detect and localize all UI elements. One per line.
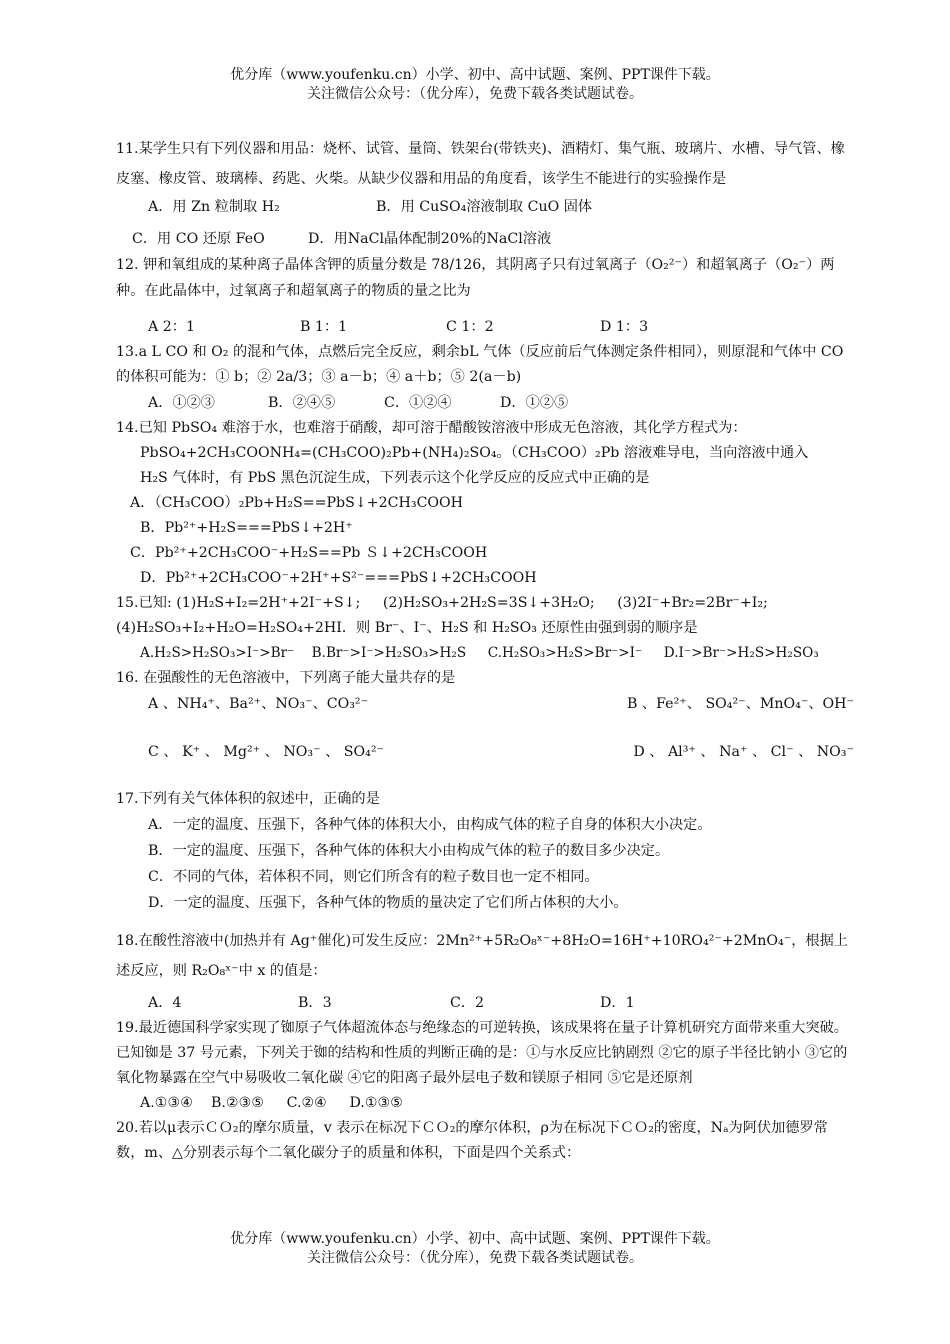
question-18-stem: 18.在酸性溶液中(加热并有 Ag⁺催化)可发生反应：2Mn²⁺+5R₂O₈ˣ⁻+8H₂O=16H⁺+10RO₄²⁻+2MnO₄⁻，根据上述反应，则 R₂O₈ˣ⁻中 x 的值是： [116, 933, 848, 979]
question-19-stem: 19.最近德国科学家实现了铷原子气体超流体态与绝缘态的可逆转换，该成果将在量子计算机研究方面带来重大突破。已知铷是 37 号元素，下列关于铷的结构和性质的判断正确的是：①与水反应比钠剧烈 ②它的原子半径比钠小 ③它的氧化物暴露在空气中易吸收二氧化碳 ④它的阳离子最外层电子数和镁原子相同 ⑤它是还原剂 [116, 1020, 848, 1086]
question-18 [116, 926, 854, 1016]
q14-option-d: D．Pb²⁺+2CH₃COO⁻+2H⁺+S²⁻===PbS↓+2CH₃COOH [140, 570, 537, 586]
q17-option-b: B．一定的温度、压强下，各种气体的体积大小由构成气体的粒子的数目多少决定。 [148, 843, 670, 859]
question-11 [116, 134, 854, 252]
q12-option-a: A 2：1 [148, 319, 195, 335]
q18-option-c: C．2 [450, 995, 485, 1011]
question-20-stem: 20.若以μ表示ＣＯ₂的摩尔质量，v 表示在标况下ＣＯ₂的摩尔体积，ρ为在标况下ＣＯ₂的密度，Nₐ为阿伏加德罗常数，m、△分别表示每个二氧化碳分子的质量和体积，下面是四个关系式： [116, 1120, 828, 1161]
question-16 [116, 666, 854, 765]
question-16-stem: 16. 在强酸性的无色溶液中，下列离子能大量共存的是 [116, 670, 456, 686]
question-17 [116, 787, 854, 916]
q17-option-c: C．不同的气体，若体积不同，则它们所含有的粒子数目也一定不相同。 [148, 869, 599, 885]
question-11-options-cd [116, 226, 854, 252]
spacer [116, 916, 854, 926]
q17-option-a: A．一定的温度、压强下，各种气体的体积大小，由构成气体的粒子自身的体积大小决定。 [148, 817, 712, 833]
question-11-options-ab [116, 194, 854, 220]
question-14-stem-3: H₂S 气体时，有 PbS 黑色沉淀生成，下列表示这个化学反应的反应式中正确的是 [140, 470, 650, 486]
question-15-stem-1: 15.已知: (1)H₂S+I₂=2H⁺+2I⁻+S↓; (2)H₂SO₃+2H₂S=3S↓+3H₂O; (3)2I⁻+Br₂=2Br⁻+I₂; [116, 595, 768, 611]
q13-option-a: A．①②③ [148, 395, 215, 411]
question-12-stem: 12. 钾和氧组成的某种离子晶体含钾的质量分数是 78/126，其阴离子只有过氧离子（O₂²⁻）和超氧离子（O₂⁻）两种。在此晶体中，过氧离子和超氧离子的物质的量之比为 [116, 257, 835, 299]
q14-option-a: A．（CH₃COO）₂Pb+H₂S==PbS↓+2CH₃COOH [130, 495, 464, 511]
q11-option-c: C．用 CO 还原 FeO [132, 231, 265, 247]
question-12-options [116, 314, 854, 340]
q16-option-a: A 、NH₄⁺、Ba²⁺、NO₃⁻、CO₃²⁻ [148, 696, 369, 712]
q14-option-b: B．Pb²⁺+H₂S===PbS↓+2H⁺ [140, 520, 353, 536]
q13-option-c: C．①②④ [384, 395, 452, 411]
question-14 [116, 416, 854, 591]
spacer [116, 304, 854, 314]
question-19 [116, 1016, 854, 1116]
question-13 [116, 340, 854, 416]
q18-option-d: D．1 [600, 995, 635, 1011]
q18-option-a: A．4 [148, 995, 182, 1011]
q13-option-d: D．①②⑤ [500, 395, 569, 411]
q13-option-b: B．②④⑤ [268, 395, 336, 411]
header-line-2: 关注微信公众号：（优分库），免费下载各类试题试卷。 [307, 86, 643, 102]
question-12 [116, 252, 854, 340]
question-16-options-ab [116, 691, 854, 717]
question-14-stem-1: 14.已知 PbSO₄ 难溶于水，也难溶于硝酸，却可溶于醋酸铵溶液中形成无色溶液，其化学方程式为： [116, 420, 747, 436]
question-11-stem: 11.某学生只有下列仪器和用品：烧杯、试管、量筒、铁架台(带铁夹)、酒精灯、集气瓶、玻璃片、水槽、导气管、橡皮塞、橡皮管、玻璃棒、药匙、火柴。从缺少仪器和用品的角度看，该学生不能进行的实验操作是 [116, 141, 845, 187]
page-footer [0, 1230, 950, 1268]
q11-option-a: A．用 Zn 粒制取 H₂ [148, 199, 280, 215]
exam-content [116, 134, 854, 1166]
q18-option-b: B．3 [298, 995, 332, 1011]
question-18-options [116, 990, 854, 1016]
spacer [116, 765, 854, 787]
question-15 [116, 591, 854, 666]
question-13-stem: 13.a L CO 和 O₂ 的混和气体，点燃后完全反应，剩余bL 气体（反应前后气体测定条件相同），则原混和气体中 CO 的体积可能为：① b；② 2a/3；③ a－b；④ a＋b；⑤ 2(a－b) [116, 344, 844, 385]
footer-line-1: 优分库（www.youfenku.cn）小学、初中、高中试题、案例、PPT课件下载。 [230, 1231, 720, 1247]
q12-option-b: B 1：1 [300, 319, 348, 335]
question-17-stem: 17.下列有关气体体积的叙述中，正确的是 [116, 791, 380, 807]
question-14-stem-2: PbSO₄+2CH₃COONH₄=(CH₃COO)₂Pb+(NH₄)₂SO₄。（CH₃COO）₂Pb 溶液难导电，当向溶液中通入 [140, 445, 809, 461]
q12-option-d: D 1：3 [600, 319, 649, 335]
page-header [0, 66, 950, 104]
q16-option-d: D 、 Al³⁺ 、 Na⁺ 、 Cl⁻ 、 NO₃⁻ [633, 744, 854, 760]
question-15-stem-2: (4)H₂SO₃+I₂+H₂O=H₂SO₄+2HI．则 Br⁻、I⁻、H₂S 和 H₂SO₃ 还原性由强到弱的顺序是 [116, 620, 698, 636]
question-20 [116, 1116, 854, 1166]
q11-option-d: D．用NaCl晶体配制20%的NaCl溶液 [308, 231, 552, 247]
q12-option-c: C 1：2 [446, 319, 494, 335]
q16-option-b: B 、Fe²⁺、 SO₄²⁻、MnO₄⁻、OH⁻ [626, 696, 854, 712]
q17-option-d: D．一定的温度、压强下，各种气体的物质的量决定了它们所占体积的大小。 [148, 895, 628, 911]
footer-line-2: 关注微信公众号：（优分库），免费下载各类试题试卷。 [307, 1250, 643, 1266]
q16-option-c: C 、 K⁺ 、 Mg²⁺ 、 NO₃⁻ 、 SO₄²⁻ [148, 744, 384, 760]
question-19-options: A.①③④ B.②③⑤ C.②④ D.①③⑤ [140, 1095, 403, 1111]
question-15-options: A.H₂S>H₂SO₃>I⁻>Br⁻ B.Br⁻>I⁻>H₂SO₃>H₂S C.H₂SO₃>H₂S>Br⁻>I⁻ D.I⁻>Br⁻>H₂S>H₂SO₃ [140, 645, 819, 661]
header-line-1: 优分库（www.youfenku.cn）小学、初中、高中试题、案例、PPT课件下载。 [230, 67, 720, 83]
q14-option-c: C．Pb²⁺+2CH₃COO⁻+H₂S==Pb Ｓ↓+2CH₃COOH [130, 545, 488, 561]
q11-option-b: B．用 CuSO₄溶液制取 CuO 固体 [376, 199, 593, 215]
question-13-options [116, 390, 854, 416]
spacer [116, 717, 854, 739]
question-16-options-cd [116, 739, 854, 765]
